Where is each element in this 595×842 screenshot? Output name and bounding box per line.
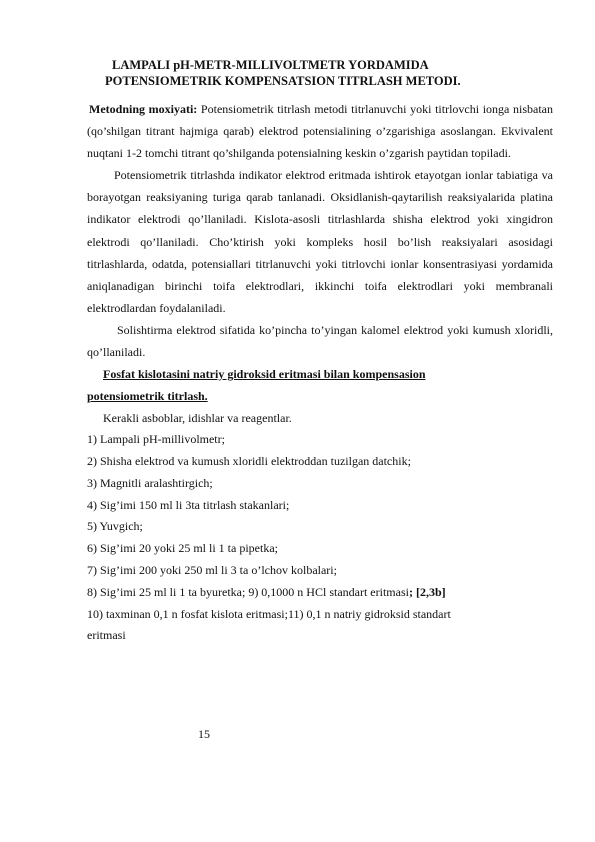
method-text: Potensiometrik titrlash metodi titrlanuvchi yoki titrlovchi ionga nisbatan (qo’shilgan titrant hajmiga qarab) elektrod potensialining o’zgarishiga asoslangan. Ekvivalent nuqtani 1-2 tomchi titrant qo’shilganda potensialning keskin o’zgarish paytidan topiladi. (87, 102, 553, 161)
section-subtitle (87, 363, 553, 407)
title-line-1: LAMPALI pH-METR-MILLIVOLTMETR YORDAMIDA (112, 58, 429, 72)
item8-text: 8) Sig’imi 25 ml li 1 ta byuretka; 9) 0,1000 n HCl standart eritmasi (87, 584, 409, 599)
paragraph-method (87, 98, 553, 164)
paragraph-reference-electrode: Solishtirma elektrod sifatida ko’pincha to’yingan kalomel elektrod yoki kumush xloridli, qo’llaniladi. (87, 322, 553, 360)
paragraph-indicator: Potensiometrik titrlashda indikator elektrod eritmada ishtirok etayotgan ionlar tabiatiga va borayotgan reaksiyaning turiga qarab tanlanadi. Oksidlanish-qaytarilish reaksiyalarida platina indikator elektrodi qo’llaniladi. Kislota-asosli titrlashlarda shisha elektrod yoki xingidron elektrodi qo’llaniladi. Cho’ktirish yoki kompleks hosil bo’lish reaksiyalari asosidagi titrlashlarda, odatda, potensiallari titrlanuvchi yoki titrlovchi ionlar konsentrasiyasi yordamida aniqlanadigan birinchi toifa elektrodlari, ikkinchi toifa elektrodlari yoki membranali elektrodlardan foydalaniladi. (87, 168, 553, 315)
list-item: 1) Lampali pH-millivolmetr; (87, 432, 225, 447)
requirements-heading: Kerakli asboblar, idishlar va reagentlar. (103, 411, 292, 426)
list-item: 7) Sig’imi 200 yoki 250 ml li 3 ta o’lchov kolbalari; (87, 563, 337, 577)
list-item: 5) Yuvgich; (87, 519, 143, 534)
page-number: 15 (198, 727, 210, 741)
method-lead: Metodning moxiyati: (89, 102, 198, 116)
title-line-2: POTENSIOMETRIK KOMPENSATSION TITRLASH METODI. (105, 74, 461, 88)
list-item: 4) Sig’imi 150 ml li 3ta titrlash stakanlari; (87, 497, 290, 512)
equipment-list (87, 429, 553, 647)
list-item: 6) Sig’imi 20 yoki 25 ml li 1 ta pipetka; (87, 541, 278, 556)
list-item (87, 582, 553, 604)
item10-line-1: 10) taxminan 0,1 n fosfat kislota eritmasi;11) 0,1 n natriy gidroksid standart (87, 606, 451, 621)
list-item: 2) Shisha elektrod va kumush xloridli elektroddan tuzilgan datchik; (87, 454, 411, 469)
list-item: 3) Magnitli aralashtirgich; (87, 475, 213, 490)
item8-reference: ; [2,3b] (408, 584, 446, 599)
document-body (87, 98, 553, 647)
item10-line-2: eritmasi (87, 628, 126, 643)
subtitle-line-1: Fosfat kislotasini natriy gidroksid eritmasi bilan kompensasion (103, 367, 426, 382)
subtitle-line-2: potensiometrik titrlash. (87, 389, 208, 404)
list-item (87, 604, 553, 648)
